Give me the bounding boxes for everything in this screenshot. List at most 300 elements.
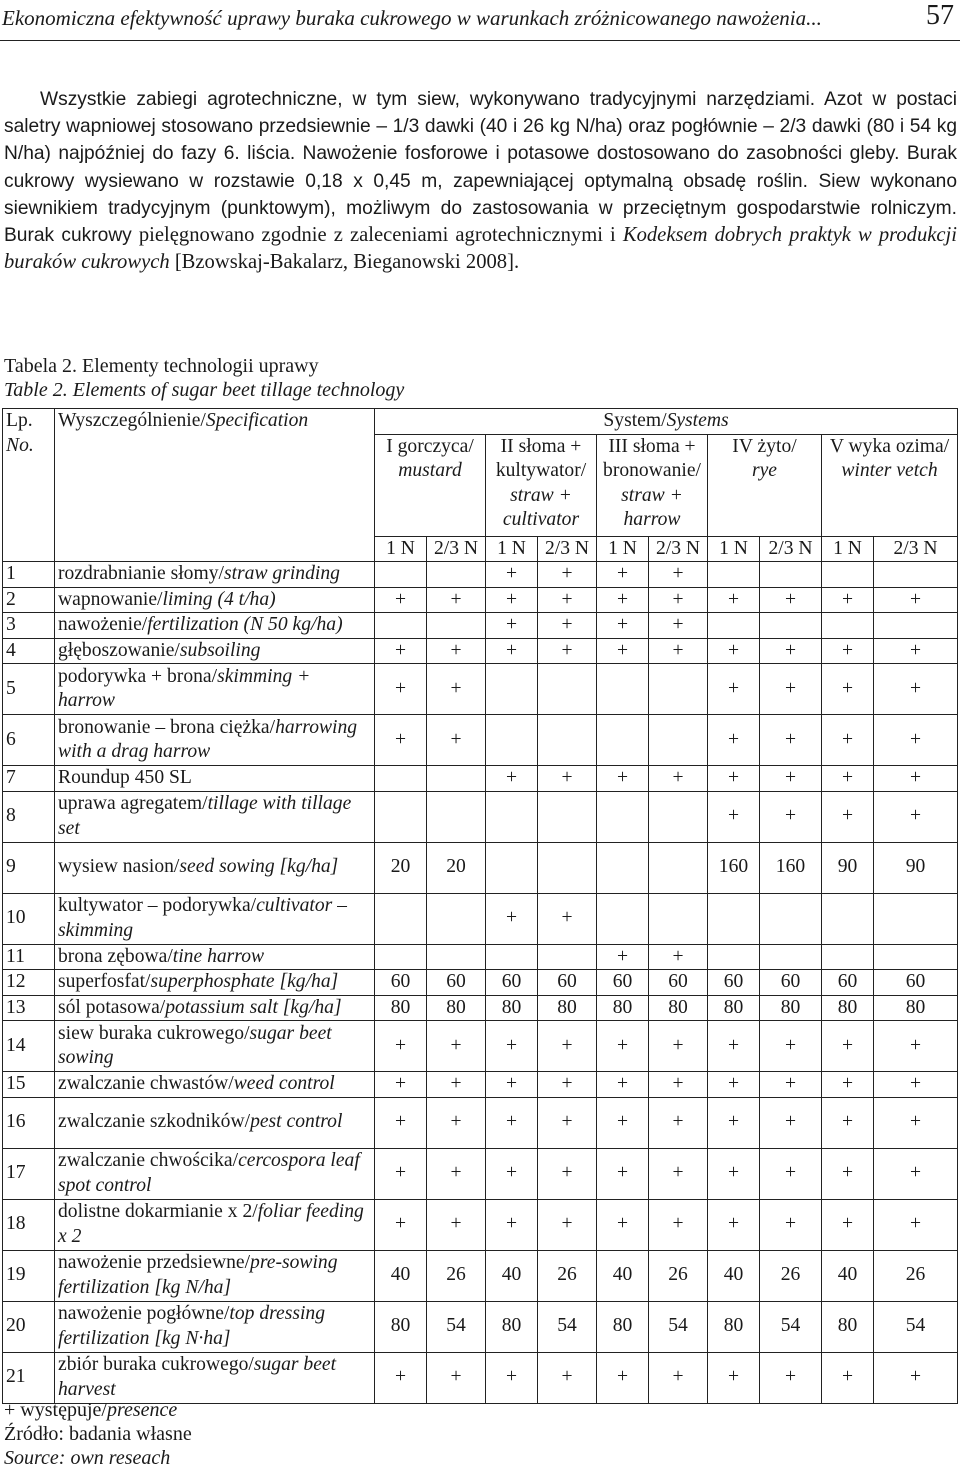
system-4-pl: IV żyto/ bbox=[732, 435, 797, 457]
row-value-cell: + bbox=[708, 1021, 760, 1072]
row-value-cell: + bbox=[649, 562, 708, 588]
row-value-cell bbox=[427, 791, 486, 842]
row-value-cell: + bbox=[649, 1072, 708, 1098]
row-value-cell: 80 bbox=[375, 1301, 427, 1352]
row-value-cell: 40 bbox=[597, 1250, 649, 1301]
row-number: 4 bbox=[3, 638, 55, 664]
row-value-cell bbox=[486, 715, 538, 766]
table-row bbox=[3, 1301, 958, 1352]
row-value-cell bbox=[708, 562, 760, 588]
row-spec-en: straw grinding bbox=[223, 563, 340, 584]
row-value-cell: + bbox=[375, 587, 427, 613]
row-value-cell: 60 bbox=[427, 970, 486, 996]
row-value-cell bbox=[427, 893, 486, 944]
row-value-cell bbox=[760, 944, 822, 970]
row-specification bbox=[55, 715, 375, 766]
row-value-cell bbox=[375, 893, 427, 944]
row-value-cell: 26 bbox=[874, 1250, 958, 1301]
table-row bbox=[3, 791, 958, 842]
row-value-cell: + bbox=[649, 944, 708, 970]
header-specification bbox=[55, 409, 375, 562]
technology-table bbox=[2, 408, 958, 1404]
row-value-cell: 80 bbox=[427, 995, 486, 1021]
row-value-cell bbox=[649, 715, 708, 766]
row-spec-en: cercospora leaf spot control bbox=[58, 1150, 360, 1196]
row-value-cell: 80 bbox=[597, 1301, 649, 1352]
running-title: Ekonomiczna efektywność uprawy buraka cukrowego w warunkach zróżnicowanego nawożenia... bbox=[2, 6, 822, 30]
row-value-cell bbox=[649, 893, 708, 944]
row-spec-en: cultivator – skimming bbox=[58, 895, 347, 941]
row-spec-en: subsoiling bbox=[179, 639, 261, 661]
row-value-cell: 80 bbox=[538, 995, 597, 1021]
row-number: 3 bbox=[3, 613, 55, 639]
table-row bbox=[3, 1072, 958, 1098]
row-spec-en: weed control bbox=[233, 1073, 335, 1094]
row-spec-pl: nawożenie/ bbox=[58, 614, 148, 635]
paragraph-sentence-1: Wszystkie zabiegi agrotechniczne, w tym siew, wykonywano tradycyjnymi narzędziami. Azot w postaci saletry wapniowej stosowano przedsiewnie – 1/3 dawki (40 i 26 kg N/ha) oraz pogłównie – 2/3 dawki (80 i 54 kg N/ha) najpóźniej do fazy 6. liścia. bbox=[4, 89, 957, 165]
row-value-cell bbox=[538, 715, 597, 766]
row-value-cell: + bbox=[822, 1352, 874, 1403]
row-value-cell: 26 bbox=[538, 1250, 597, 1301]
row-value-cell bbox=[822, 893, 874, 944]
system-3-header bbox=[597, 434, 708, 536]
row-spec-pl: rozdrabnianie słomy/ bbox=[58, 563, 224, 584]
row-value-cell: + bbox=[822, 791, 874, 842]
row-value-cell: + bbox=[538, 1352, 597, 1403]
row-value-cell: + bbox=[874, 1097, 958, 1148]
body-paragraph bbox=[4, 86, 957, 276]
row-value-cell: 26 bbox=[760, 1250, 822, 1301]
row-value-cell bbox=[874, 944, 958, 970]
row-number: 6 bbox=[3, 715, 55, 766]
row-value-cell: + bbox=[760, 1072, 822, 1098]
row-value-cell: + bbox=[427, 664, 486, 715]
row-value-cell: + bbox=[597, 766, 649, 792]
row-value-cell: + bbox=[597, 1199, 649, 1250]
system-5-pl: V wyka ozima/ bbox=[829, 435, 950, 457]
row-value-cell: + bbox=[649, 638, 708, 664]
row-spec-en: skimming + harrow bbox=[58, 665, 311, 711]
row-spec-en: pest control bbox=[250, 1111, 343, 1133]
system-1-pl: I gorczyca/ bbox=[386, 435, 474, 457]
row-value-cell: + bbox=[874, 1021, 958, 1072]
row-value-cell bbox=[486, 791, 538, 842]
row-value-cell: + bbox=[486, 1021, 538, 1072]
row-value-cell: + bbox=[375, 1072, 427, 1098]
row-number: 18 bbox=[3, 1199, 55, 1250]
row-value-cell: 80 bbox=[486, 1301, 538, 1352]
row-value-cell: + bbox=[822, 1199, 874, 1250]
row-value-cell: + bbox=[486, 1097, 538, 1148]
row-value-cell: 80 bbox=[597, 995, 649, 1021]
row-spec-en: fertilization (N 50 kg/ha) bbox=[147, 614, 343, 635]
row-specification bbox=[55, 893, 375, 944]
row-value-cell: 40 bbox=[375, 1250, 427, 1301]
row-value-cell: + bbox=[822, 1097, 874, 1148]
page-number: 57 bbox=[926, 0, 954, 31]
row-value-cell: + bbox=[874, 1148, 958, 1199]
row-value-cell: 54 bbox=[649, 1301, 708, 1352]
rate-part-system-5: 2/3 N bbox=[874, 536, 958, 562]
row-spec-pl: podorywka + brona/ bbox=[58, 665, 218, 687]
row-value-cell: + bbox=[822, 1072, 874, 1098]
table-row bbox=[3, 893, 958, 944]
row-value-cell: 160 bbox=[708, 842, 760, 893]
table-row bbox=[3, 664, 958, 715]
row-value-cell bbox=[649, 664, 708, 715]
header-lp bbox=[3, 409, 55, 562]
table-row bbox=[3, 766, 958, 792]
rate-part-system-2: 2/3 N bbox=[538, 536, 597, 562]
row-number: 5 bbox=[3, 664, 55, 715]
row-specification bbox=[55, 1072, 375, 1098]
table-row bbox=[3, 613, 958, 639]
row-value-cell: + bbox=[486, 1199, 538, 1250]
row-value-cell bbox=[375, 791, 427, 842]
row-value-cell: + bbox=[427, 1148, 486, 1199]
row-value-cell bbox=[708, 944, 760, 970]
note-source-pl: Źródło: badania własne bbox=[4, 1423, 192, 1445]
paragraph-citation: [Bzowskaj-Bakalarz, Bieganowski 2008]. bbox=[174, 251, 520, 274]
row-value-cell: 80 bbox=[486, 995, 538, 1021]
row-value-cell: + bbox=[708, 715, 760, 766]
row-value-cell: + bbox=[597, 1097, 649, 1148]
row-spec-pl: uprawa agregatem/ bbox=[58, 793, 208, 814]
row-value-cell: 60 bbox=[486, 970, 538, 996]
table-row bbox=[3, 715, 958, 766]
row-value-cell: + bbox=[375, 664, 427, 715]
row-number: 7 bbox=[3, 766, 55, 792]
rate-full-system-5: 1 N bbox=[822, 536, 874, 562]
row-specification bbox=[55, 1301, 375, 1352]
row-value-cell: + bbox=[822, 664, 874, 715]
row-value-cell bbox=[486, 944, 538, 970]
row-spec-pl: zwalczanie szkodników/ bbox=[58, 1111, 251, 1133]
row-value-cell: + bbox=[822, 766, 874, 792]
row-spec-en: sugar beet sowing bbox=[58, 1022, 332, 1068]
row-value-cell: + bbox=[760, 1097, 822, 1148]
row-value-cell bbox=[708, 613, 760, 639]
row-number: 1 bbox=[3, 562, 55, 588]
row-value-cell: + bbox=[427, 1352, 486, 1403]
row-spec-pl: bronowanie – brona ciężka/ bbox=[58, 716, 276, 738]
row-spec-pl: nawożenie przedsiewne/ bbox=[58, 1252, 251, 1273]
row-value-cell: + bbox=[375, 1097, 427, 1148]
row-value-cell: 60 bbox=[597, 970, 649, 996]
row-value-cell: + bbox=[822, 1021, 874, 1072]
row-value-cell: + bbox=[597, 562, 649, 588]
note-presence-pl: + występuje/ bbox=[4, 1399, 107, 1421]
row-value-cell bbox=[375, 944, 427, 970]
row-value-cell bbox=[822, 562, 874, 588]
row-value-cell bbox=[427, 944, 486, 970]
row-value-cell: + bbox=[822, 587, 874, 613]
row-value-cell: 60 bbox=[874, 970, 958, 996]
row-value-cell: + bbox=[760, 766, 822, 792]
row-number: 21 bbox=[3, 1352, 55, 1403]
table-row bbox=[3, 1250, 958, 1301]
row-value-cell: + bbox=[597, 613, 649, 639]
row-value-cell: 80 bbox=[649, 995, 708, 1021]
row-value-cell bbox=[760, 893, 822, 944]
row-number: 11 bbox=[3, 944, 55, 970]
row-number: 17 bbox=[3, 1148, 55, 1199]
row-value-cell: + bbox=[538, 613, 597, 639]
row-value-cell bbox=[538, 944, 597, 970]
row-value-cell bbox=[597, 791, 649, 842]
header-spec-en: Specification bbox=[205, 410, 309, 431]
row-value-cell: + bbox=[486, 613, 538, 639]
row-number: 20 bbox=[3, 1301, 55, 1352]
row-value-cell: + bbox=[822, 715, 874, 766]
rate-full-system-2: 1 N bbox=[486, 536, 538, 562]
row-value-cell: + bbox=[427, 587, 486, 613]
row-value-cell: + bbox=[427, 1199, 486, 1250]
row-value-cell: + bbox=[708, 664, 760, 715]
row-value-cell: 26 bbox=[649, 1250, 708, 1301]
row-number: 8 bbox=[3, 791, 55, 842]
row-value-cell: 80 bbox=[708, 995, 760, 1021]
row-value-cell bbox=[708, 893, 760, 944]
row-specification bbox=[55, 842, 375, 893]
row-value-cell: 60 bbox=[538, 970, 597, 996]
row-value-cell bbox=[427, 613, 486, 639]
row-number: 19 bbox=[3, 1250, 55, 1301]
row-value-cell bbox=[375, 766, 427, 792]
note-presence bbox=[4, 1399, 177, 1422]
row-value-cell: + bbox=[760, 1199, 822, 1250]
row-value-cell bbox=[427, 766, 486, 792]
row-value-cell: + bbox=[375, 1352, 427, 1403]
row-value-cell: + bbox=[486, 1352, 538, 1403]
header-system bbox=[375, 409, 958, 435]
system-3-pl: III słoma + bronowanie/ bbox=[603, 435, 701, 481]
rate-full-system-4: 1 N bbox=[708, 536, 760, 562]
row-spec-pl: sól potasowa/ bbox=[58, 996, 166, 1018]
system-4-header bbox=[708, 434, 822, 536]
row-value-cell: 60 bbox=[760, 970, 822, 996]
rate-part-system-4: 2/3 N bbox=[760, 536, 822, 562]
row-value-cell: + bbox=[538, 1148, 597, 1199]
table-caption-en: Table 2. Elements of sugar beet tillage technology bbox=[4, 379, 405, 401]
row-spec-pl: wysiew nasion/ bbox=[58, 856, 180, 878]
row-value-cell: + bbox=[597, 1352, 649, 1403]
row-value-cell: + bbox=[597, 1148, 649, 1199]
row-spec-en: potassium salt [kg/ha] bbox=[165, 996, 342, 1018]
table-row bbox=[3, 1199, 958, 1250]
row-specification bbox=[55, 587, 375, 613]
row-specification bbox=[55, 970, 375, 996]
row-value-cell: + bbox=[874, 1072, 958, 1098]
row-value-cell: + bbox=[486, 766, 538, 792]
row-value-cell: + bbox=[649, 766, 708, 792]
row-spec-pl: wapnowanie/ bbox=[58, 588, 163, 610]
system-1-en: mustard bbox=[398, 460, 462, 481]
row-value-cell: + bbox=[538, 1199, 597, 1250]
row-value-cell: + bbox=[760, 587, 822, 613]
row-value-cell bbox=[597, 842, 649, 893]
paragraph-sentence-2: Nawożenie fosforowe i potasowe dostosowano do zasobności gleby. Burak cukrowy wysiewano w rozstawie 0,18 x 0,45 m, zapewniającej optymalną obsadę roślin. Siew wykonano siewnikiem tradycyjnym (punktowym), możliwym do zastosowania w przeciętnym gospodarstwie rolniczym. Burak cukrowy bbox=[4, 143, 958, 247]
row-value-cell: + bbox=[760, 1352, 822, 1403]
row-value-cell: + bbox=[538, 562, 597, 588]
row-value-cell: + bbox=[760, 791, 822, 842]
row-value-cell: + bbox=[597, 944, 649, 970]
header-lp-en: No. bbox=[6, 434, 34, 456]
row-value-cell: 60 bbox=[708, 970, 760, 996]
row-spec-en: pre-sowing fertilization [kg N/ha] bbox=[58, 1252, 338, 1298]
row-value-cell: 80 bbox=[375, 995, 427, 1021]
row-value-cell: + bbox=[874, 638, 958, 664]
row-value-cell bbox=[486, 664, 538, 715]
row-value-cell bbox=[874, 613, 958, 639]
header-spec-pl: Wyszczególnienie/ bbox=[58, 410, 206, 431]
row-value-cell: + bbox=[649, 1352, 708, 1403]
row-value-cell: + bbox=[486, 893, 538, 944]
note-presence-en: presence bbox=[106, 1399, 178, 1421]
row-value-cell: 54 bbox=[538, 1301, 597, 1352]
row-value-cell: + bbox=[708, 766, 760, 792]
row-value-cell bbox=[822, 613, 874, 639]
row-value-cell: + bbox=[375, 1148, 427, 1199]
header-system-en: Systems bbox=[666, 410, 729, 431]
row-value-cell: + bbox=[486, 587, 538, 613]
row-specification bbox=[55, 638, 375, 664]
row-value-cell: + bbox=[874, 766, 958, 792]
row-spec-pl: zwalczanie chwościka/ bbox=[58, 1150, 239, 1171]
row-value-cell: + bbox=[708, 1352, 760, 1403]
table-caption-pl: Tabela 2. Elementy technologii uprawy bbox=[4, 355, 319, 377]
row-value-cell: + bbox=[649, 1148, 708, 1199]
row-value-cell: 160 bbox=[760, 842, 822, 893]
system-5-header bbox=[822, 434, 958, 536]
header-lp-pl: Lp. bbox=[6, 410, 33, 431]
row-spec-pl: Roundup 450 SL bbox=[58, 767, 192, 788]
row-value-cell: + bbox=[538, 638, 597, 664]
row-specification bbox=[55, 1148, 375, 1199]
row-specification bbox=[55, 766, 375, 792]
row-value-cell: + bbox=[597, 587, 649, 613]
running-header bbox=[0, 0, 960, 41]
row-spec-en: top dressing fertilization [kg N·ha] bbox=[58, 1303, 326, 1349]
system-1-header bbox=[375, 434, 486, 536]
row-value-cell bbox=[427, 562, 486, 588]
row-value-cell: 60 bbox=[649, 970, 708, 996]
row-value-cell: + bbox=[874, 664, 958, 715]
row-specification bbox=[55, 1199, 375, 1250]
row-value-cell: + bbox=[538, 1097, 597, 1148]
row-spec-pl: nawożenie pogłówne/ bbox=[58, 1303, 230, 1324]
row-value-cell bbox=[538, 791, 597, 842]
row-value-cell: + bbox=[708, 638, 760, 664]
row-spec-en: sugar beet harvest bbox=[58, 1354, 337, 1400]
row-spec-en: foliar feeding x 2 bbox=[58, 1201, 364, 1247]
row-spec-en: tillage with tillage set bbox=[58, 793, 352, 839]
row-value-cell: + bbox=[597, 1021, 649, 1072]
row-value-cell: 20 bbox=[427, 842, 486, 893]
row-value-cell bbox=[649, 842, 708, 893]
system-2-pl: II słoma + kultywator/ bbox=[495, 435, 587, 481]
row-value-cell: + bbox=[427, 638, 486, 664]
row-spec-pl: zwalczanie chwastów/ bbox=[58, 1073, 234, 1094]
row-value-cell: 26 bbox=[427, 1250, 486, 1301]
row-value-cell: + bbox=[375, 715, 427, 766]
paragraph-citation-title: Kodeksem dobrych praktyk w produkcji buraków cukrowych bbox=[4, 224, 957, 274]
row-spec-pl: superfosfat/ bbox=[58, 971, 151, 992]
row-spec-en: superphosphate [kg/ha] bbox=[150, 971, 339, 992]
row-value-cell bbox=[760, 613, 822, 639]
row-value-cell: + bbox=[427, 715, 486, 766]
header-system-pl: System/ bbox=[603, 410, 667, 431]
table-row bbox=[3, 995, 958, 1021]
row-value-cell: + bbox=[538, 587, 597, 613]
row-value-cell: + bbox=[874, 587, 958, 613]
row-specification bbox=[55, 1250, 375, 1301]
row-value-cell: 80 bbox=[822, 995, 874, 1021]
row-value-cell: + bbox=[649, 1199, 708, 1250]
table-row bbox=[3, 944, 958, 970]
row-value-cell bbox=[874, 893, 958, 944]
row-value-cell bbox=[597, 664, 649, 715]
table-row bbox=[3, 562, 958, 588]
paragraph-sentence-3: pielęgnowano zgodnie z zaleceniami agrotechnicznymi i bbox=[138, 224, 616, 247]
row-specification bbox=[55, 1097, 375, 1148]
row-number: 10 bbox=[3, 893, 55, 944]
row-value-cell: + bbox=[486, 1072, 538, 1098]
row-value-cell: + bbox=[427, 1097, 486, 1148]
row-value-cell: + bbox=[760, 664, 822, 715]
table-row bbox=[3, 1148, 958, 1199]
row-value-cell: + bbox=[538, 1072, 597, 1098]
row-specification bbox=[55, 613, 375, 639]
row-value-cell: + bbox=[538, 1021, 597, 1072]
row-number: 15 bbox=[3, 1072, 55, 1098]
row-value-cell bbox=[597, 715, 649, 766]
rate-part-system-1: 2/3 N bbox=[427, 536, 486, 562]
table-row bbox=[3, 970, 958, 996]
row-spec-pl: brona zębowa/ bbox=[58, 945, 173, 967]
row-value-cell: + bbox=[649, 613, 708, 639]
row-value-cell: + bbox=[538, 766, 597, 792]
row-spec-pl: głęboszowanie/ bbox=[58, 639, 180, 661]
row-value-cell: + bbox=[375, 1199, 427, 1250]
row-specification bbox=[55, 1352, 375, 1403]
row-value-cell: 80 bbox=[760, 995, 822, 1021]
system-2-header bbox=[486, 434, 597, 536]
system-4-en: rye bbox=[751, 460, 778, 481]
row-value-cell: + bbox=[708, 1148, 760, 1199]
row-value-cell: + bbox=[874, 715, 958, 766]
row-value-cell: + bbox=[486, 562, 538, 588]
row-value-cell bbox=[375, 562, 427, 588]
table-row bbox=[3, 1352, 958, 1403]
row-value-cell: + bbox=[760, 638, 822, 664]
row-specification bbox=[55, 1021, 375, 1072]
table-row bbox=[3, 587, 958, 613]
rate-full-system-1: 1 N bbox=[375, 536, 427, 562]
row-value-cell: 40 bbox=[708, 1250, 760, 1301]
row-value-cell: 60 bbox=[375, 970, 427, 996]
system-2-en: straw + cultivator bbox=[502, 484, 580, 530]
row-specification bbox=[55, 944, 375, 970]
row-value-cell: + bbox=[597, 638, 649, 664]
row-value-cell: + bbox=[822, 638, 874, 664]
row-value-cell: 60 bbox=[822, 970, 874, 996]
row-value-cell: 54 bbox=[874, 1301, 958, 1352]
row-value-cell: + bbox=[649, 1021, 708, 1072]
row-spec-en: liming (4 t/ha) bbox=[162, 588, 276, 610]
row-value-cell: + bbox=[649, 587, 708, 613]
note-source-en: Source: own reseach bbox=[4, 1447, 171, 1469]
